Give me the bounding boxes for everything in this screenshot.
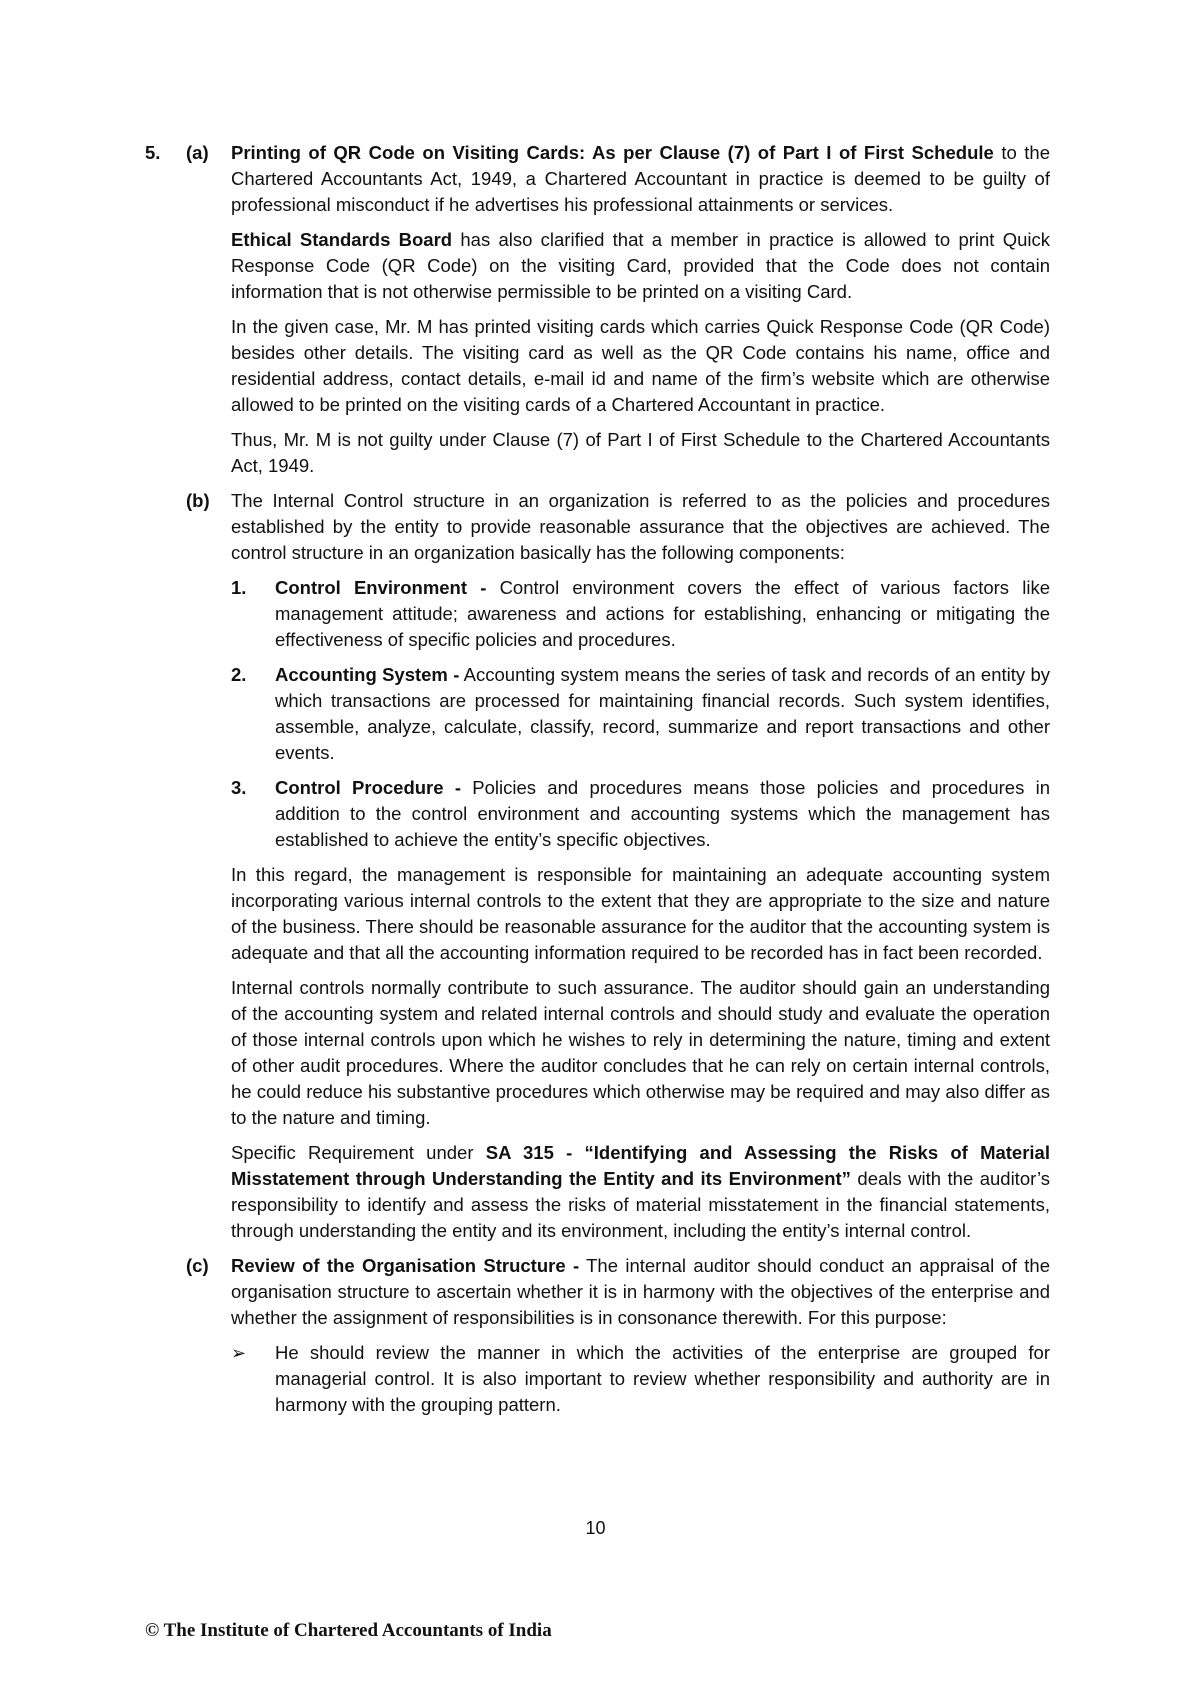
- arrow-bullet-icon: ➢: [231, 1343, 247, 1363]
- bullet-item: ➢ He should review the manner in which the activities of the enterprise are grouped for managerial control. It is also important to review whether responsibility and authority are in harmony with the grouping pattern.: [231, 1342, 1050, 1415]
- part-a-paragraph-2: Ethical Standards Board has also clarified that a member in practice is allowed to print Quick Response Code (QR Code) on the visiting Card, provided that the Code does not contain information that is not otherwise permissible to be printed on a visiting Card.: [231, 229, 1050, 302]
- section-5a: [145, 140, 1050, 218]
- part-a-intro: Printing of QR Code on Visiting Cards: As per Clause (7) of Part I of First Schedule to the Chartered Accountants Act, 1949, a Chartered Accountant in practice is deemed to be guilty of professional misconduct if he advertises his professional attainments or services.: [231, 142, 1050, 215]
- part-a-paragraph-3: In the given case, Mr. M has printed visiting cards which carries Quick Response Code (QR Code) besides other details. The visiting card as well as the QR Code contains his name, office and residential address, contact details, e-mail id and name of the firm’s website which are otherwise allowed to be printed on the visiting cards of a Chartered Accountant in practice.: [231, 316, 1050, 415]
- part-c-intro: Review of the Organisation Structure - The internal auditor should conduct an appraisal of the organisation structure to ascertain whether it is in harmony with the objectives of the enterprise and whether the assignment of responsibilities is in consonance therewith. For this purpose:: [231, 1255, 1050, 1328]
- list-item: 2. Accounting System - Accounting system means the series of task and records of an entity by which transactions are processed for maintaining financial records. Such system identifies, assemble, analyze, calculate, classify, record, summarize and report transactions and other events.: [231, 664, 1050, 763]
- list-item: 1. Control Environment - Control environment covers the effect of various factors like management attitude; awareness and actions for establishing, enhancing or mitigating the effectiveness of specific policies and procedures.: [231, 577, 1050, 650]
- part-b-paragraph-management: In this regard, the management is responsible for maintaining an adequate accounting system incorporating various internal controls to the extent that they are appropriate to the size and nature of the business. There should be reasonable assurance for the auditor that the accounting system is adequate and that all the accounting information required to be recorded has in fact been recorded.: [231, 864, 1050, 963]
- part-a-heading: Printing of QR Code on Visiting Cards: As per Clause (7) of Part I of First Schedule: [231, 142, 994, 163]
- part-label-a: (a): [186, 142, 209, 163]
- list-item-title: Control Procedure -: [275, 777, 461, 798]
- list-item-number: 3.: [231, 777, 247, 798]
- list-item-title: Control Environment -: [275, 577, 487, 598]
- part-b-intro: The Internal Control structure in an organization is referred to as the policies and procedures established by the entity to provide reasonable assurance that the objectives are achieved. The control structure in an organization basically has the following components:: [231, 490, 1050, 563]
- part-label-c: (c): [186, 1255, 209, 1276]
- part-b-paragraph-sa315: Specific Requirement under SA 315 - “Identifying and Assessing the Risks of Material Misstatement through Understanding the Entity and its Environment” deals with the auditor’s responsibility to identify and assess the risks of material misstatement in the financial statements, through understanding the entity and its environment, including the entity’s internal control.: [231, 1142, 1050, 1241]
- part-a-paragraph-4: Thus, Mr. M is not guilty under Clause (7) of Part I of First Schedule to the Chartered Accountants Act, 1949.: [231, 429, 1050, 476]
- list-item: 3. Control Procedure - Policies and procedures means those policies and procedures in addition to the control environment and accounting systems which the management has established to achieve the entity’s specific objectives.: [231, 777, 1050, 850]
- question-number: 5.: [145, 142, 161, 163]
- part-c-heading: Review of the Organisation Structure -: [231, 1255, 580, 1276]
- list-item-title: Accounting System -: [275, 664, 460, 685]
- section-5b: [145, 488, 1050, 566]
- answer-content: [145, 140, 1050, 1418]
- section-5c: [145, 1253, 1050, 1331]
- page-number: 10: [585, 1518, 606, 1538]
- part-label-b: (b): [186, 490, 210, 511]
- list-item-number: 1.: [231, 577, 247, 598]
- part-b-paragraph-assurance: Internal controls normally contribute to such assurance. The auditor should gain an understanding of the accounting system and related internal controls and should study and evaluate the operation of those internal controls upon which he wishes to rely in determining the nature, timing and extent of other audit procedures. Where the auditor concludes that he can rely on certain internal controls, he could reduce his substantive procedures which otherwise may be required and may also differ as to the nature and timing.: [231, 977, 1050, 1128]
- copyright-footer: © The Institute of Chartered Accountants of India: [145, 1620, 552, 1641]
- list-item-number: 2.: [231, 664, 247, 685]
